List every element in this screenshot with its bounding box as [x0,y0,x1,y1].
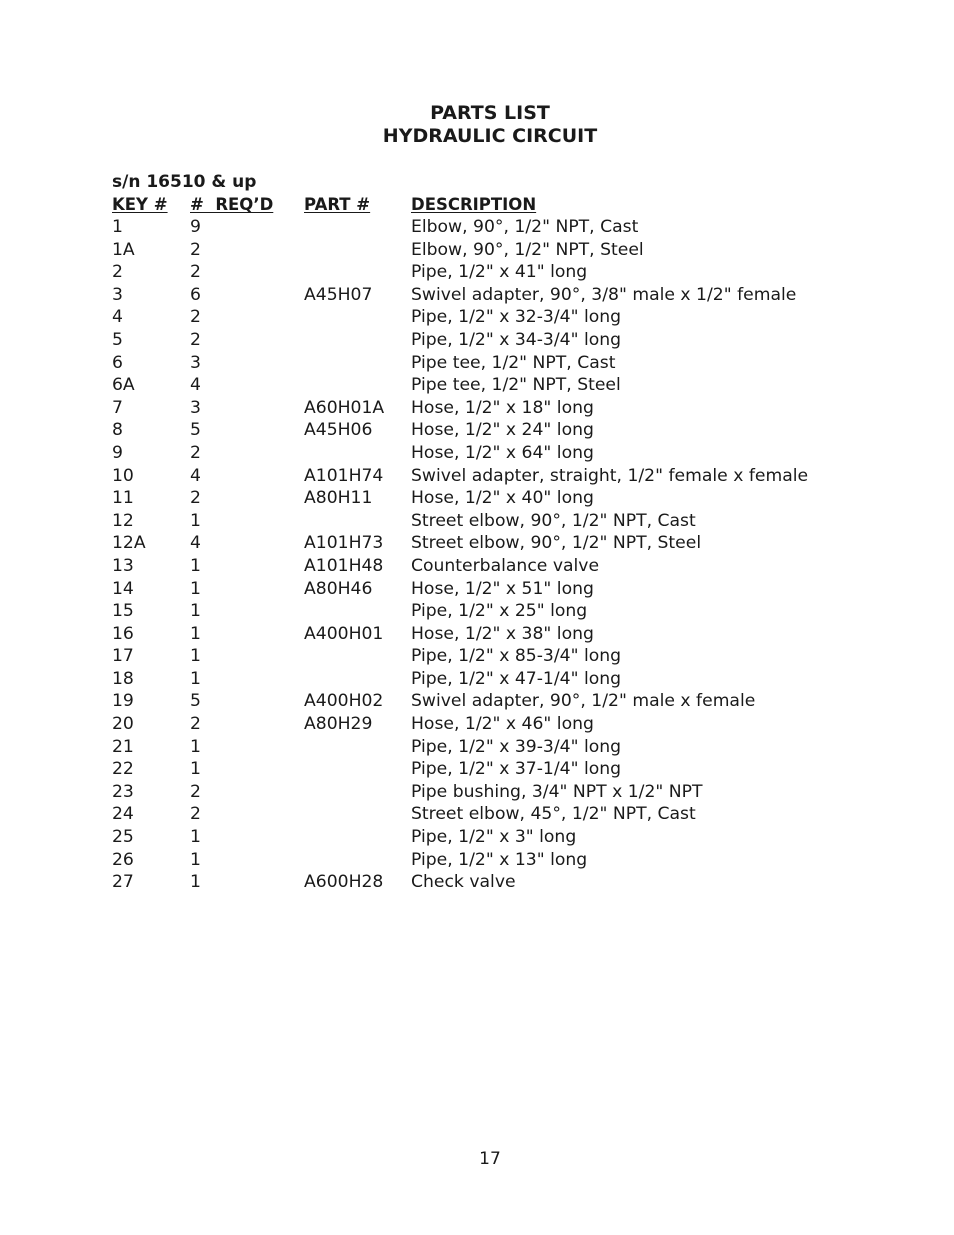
parts-table-body [0,216,954,894]
qty-cell: 2 [190,781,201,802]
description-cell: Pipe, 1/2" x 39-3/4" long [411,736,622,757]
key-cell: 12 [112,510,134,531]
description-cell: Counterbalance valve [411,555,600,576]
table-row [0,329,954,352]
key-cell: 22 [112,759,134,780]
qty-cell: 3 [190,397,201,418]
table-row [0,645,954,668]
key-cell: 5 [112,329,123,350]
key-cell: 21 [112,736,134,757]
table-row [0,397,954,420]
table-row [0,668,954,691]
key-cell: 8 [112,420,123,441]
qty-cell: 1 [190,555,201,576]
part-number-cell: A400H01 [304,623,384,644]
table-row [0,487,954,510]
description-cell: Pipe, 1/2" x 47-1/4" long [411,668,622,689]
key-cell: 1 [112,217,123,237]
table-row [0,713,954,736]
key-cell: 16 [112,623,134,644]
qty-cell: 1 [190,849,201,870]
key-cell: 7 [112,397,123,418]
qty-cell: 5 [190,420,201,441]
description-cell: Swivel adapter, 90°, 3/8" male x 1/2" female [411,284,797,305]
table-row [0,532,954,555]
key-cell: 23 [112,781,134,802]
description-cell: Swivel adapter, 90°, 1/2" male x female [411,691,756,712]
part-number-cell: A60H01A [304,397,385,418]
column-header-key: KEY # [112,195,168,214]
qty-cell: 2 [190,329,201,350]
qty-cell: 5 [190,691,201,712]
part-number-cell: A45H07 [304,284,373,305]
qty-cell: 1 [190,736,201,757]
qty-cell: 1 [190,668,201,689]
table-row [0,803,954,826]
table-row [0,239,954,262]
table-row [0,826,954,849]
key-cell: 13 [112,555,134,576]
column-header-description: DESCRIPTION [411,195,537,214]
key-cell: 17 [112,646,134,667]
qty-cell: 1 [190,872,201,893]
table-row [0,623,954,646]
table-row [0,374,954,397]
description-cell: Pipe, 1/2" x 32-3/4" long [411,307,622,328]
description-cell: Street elbow, 90°, 1/2" NPT, Cast [411,510,696,531]
table-row [0,216,954,239]
qty-cell: 2 [190,262,201,283]
description-cell: Pipe, 1/2" x 37-1/4" long [411,759,622,780]
qty-cell: 3 [190,352,201,373]
part-number-cell: A400H02 [304,691,384,712]
description-cell: Pipe, 1/2" x 13" long [411,849,588,870]
description-cell: Street elbow, 45°, 1/2" NPT, Cast [411,804,696,825]
qty-cell: 1 [190,646,201,667]
serial-range: s/n 16510 & up [112,172,257,192]
qty-cell: 2 [190,714,201,735]
table-row [0,781,954,804]
description-cell: Street elbow, 90°, 1/2" NPT, Steel [411,533,702,554]
description-cell: Hose, 1/2" x 38" long [411,623,594,644]
part-number-cell: A101H74 [304,465,384,486]
part-number-cell: A600H28 [304,872,384,893]
table-row [0,871,954,894]
qty-cell: 2 [190,239,201,260]
key-cell: 18 [112,668,134,689]
description-cell: Pipe tee, 1/2" NPT, Steel [411,375,621,396]
description-cell: Swivel adapter, straight, 1/2" female x female [411,465,809,486]
key-cell: 9 [112,442,123,463]
part-number-cell: A80H46 [304,578,373,599]
column-header-qty: # REQ’D [190,195,274,214]
description-cell: Hose, 1/2" x 46" long [411,714,594,735]
description-cell: Pipe, 1/2" x 3" long [411,827,577,848]
key-cell: 25 [112,827,134,848]
table-row [0,261,954,284]
table-row [0,758,954,781]
description-cell: Hose, 1/2" x 24" long [411,420,594,441]
table-row [0,578,954,601]
key-cell: 27 [112,872,134,893]
part-number-cell: A80H11 [304,488,373,509]
key-cell: 4 [112,307,123,328]
key-cell: 6 [112,352,123,373]
description-cell: Hose, 1/2" x 40" long [411,488,594,509]
table-row [0,690,954,713]
table-row [0,284,954,307]
part-number-cell: A101H73 [304,533,384,554]
key-cell: 10 [112,465,134,486]
description-cell: Pipe, 1/2" x 41" long [411,262,588,283]
qty-cell: 2 [190,488,201,509]
qty-cell: 1 [190,578,201,599]
key-cell: 2 [112,262,123,283]
key-cell: 26 [112,849,134,870]
qty-cell: 6 [190,284,201,305]
description-cell: Pipe, 1/2" x 34-3/4" long [411,329,622,350]
table-row [0,419,954,442]
description-cell: Pipe, 1/2" x 25" long [411,601,588,622]
key-cell: 1A [112,239,135,260]
key-cell: 11 [112,488,134,509]
qty-cell: 4 [190,375,201,396]
table-row [0,510,954,533]
description-cell: Elbow, 90°, 1/2" NPT, Steel [411,239,644,260]
qty-cell: 9 [190,217,201,237]
part-number-cell: A101H48 [304,555,384,576]
table-row [0,555,954,578]
key-cell: 14 [112,578,134,599]
description-cell: Hose, 1/2" x 64" long [411,442,594,463]
page-subtitle: HYDRAULIC CIRCUIT [382,125,598,147]
qty-cell: 1 [190,827,201,848]
table-row [0,849,954,872]
key-cell: 20 [112,714,134,735]
table-row [0,442,954,465]
key-cell: 6A [112,375,135,396]
qty-cell: 4 [190,533,201,554]
table-row [0,306,954,329]
table-row [0,736,954,759]
description-cell: Pipe bushing, 3/4" NPT x 1/2" NPT [411,781,703,802]
qty-cell: 2 [190,804,201,825]
qty-cell: 4 [190,465,201,486]
key-cell: 24 [112,804,134,825]
description-cell: Check valve [411,872,516,893]
table-row [0,352,954,375]
description-cell: Elbow, 90°, 1/2" NPT, Cast [411,217,639,237]
qty-cell: 2 [190,307,201,328]
page-title: PARTS LIST [430,102,550,124]
key-cell: 12A [112,533,146,554]
part-number-cell: A45H06 [304,420,373,441]
key-cell: 15 [112,601,134,622]
part-number-cell: A80H29 [304,714,373,735]
description-cell: Pipe, 1/2" x 85-3/4" long [411,646,622,667]
qty-cell: 1 [190,759,201,780]
qty-cell: 1 [190,510,201,531]
key-cell: 3 [112,284,123,305]
qty-cell: 1 [190,623,201,644]
page-number: 17 [479,1149,501,1169]
key-cell: 19 [112,691,134,712]
column-header-part: PART # [304,195,371,214]
description-cell: Pipe tee, 1/2" NPT, Cast [411,352,616,373]
qty-cell: 1 [190,601,201,622]
description-cell: Hose, 1/2" x 51" long [411,578,594,599]
table-row [0,600,954,623]
qty-cell: 2 [190,442,201,463]
table-row [0,465,954,488]
description-cell: Hose, 1/2" x 18" long [411,397,594,418]
